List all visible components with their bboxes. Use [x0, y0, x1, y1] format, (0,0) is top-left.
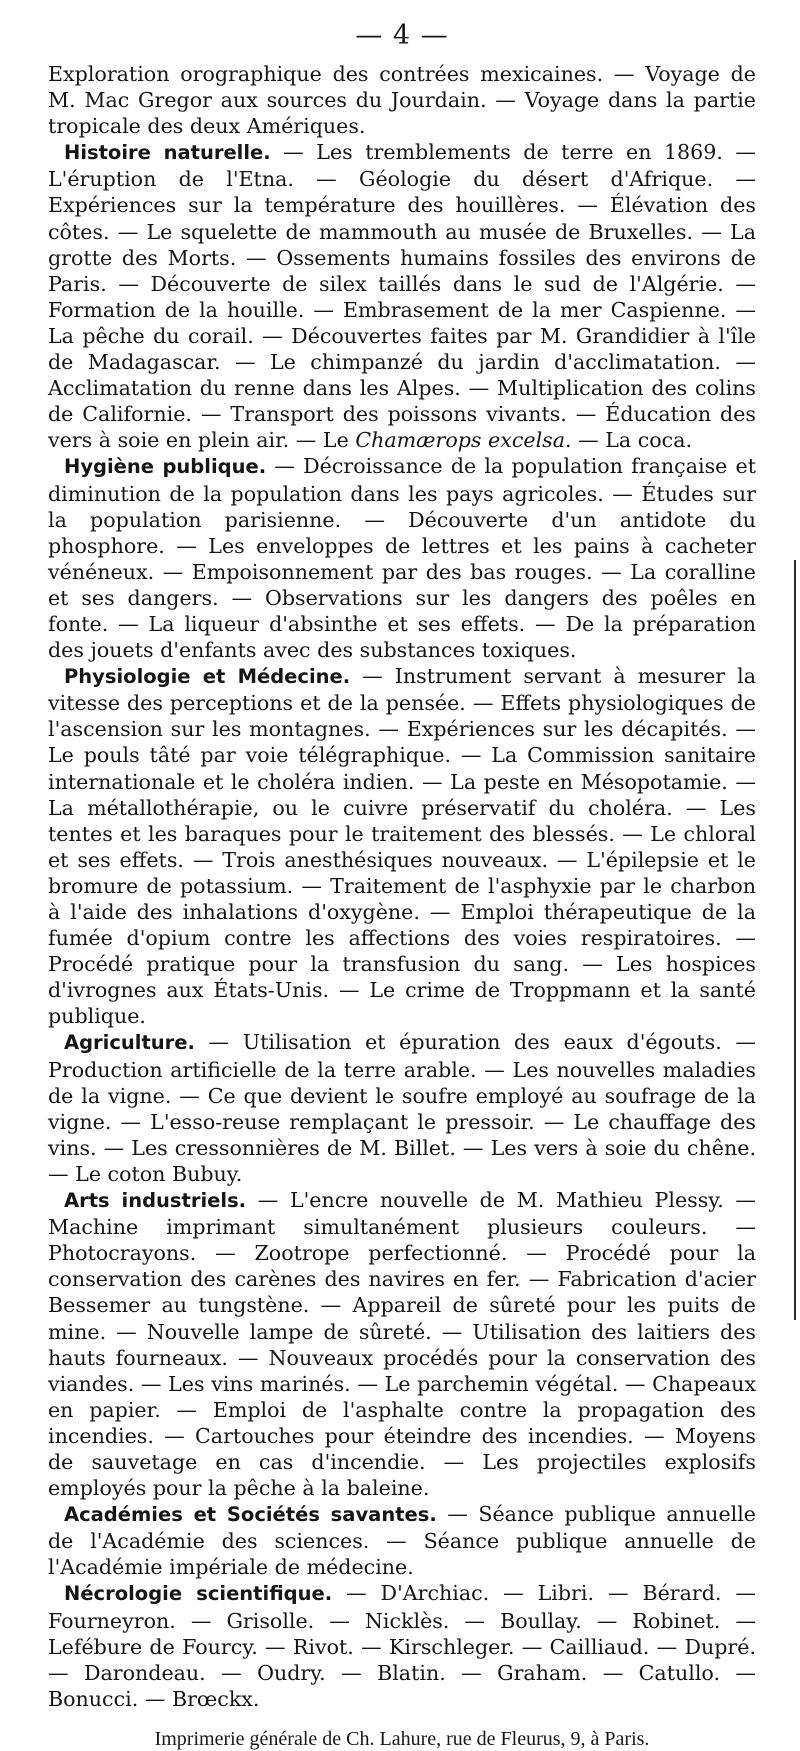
section-text: — D'Archiac. — Libri. — Bérard. — Fourneyron. — Grisolle. — Nicklès. — Boullay. — Robinet. — Lefébure de Fourcy. — Rivot. — Kirschleger. — Cailliaud. — Dupré. — Darondeau. — Oudry. — Blatin. — Graham. — Catullo. — Bonucci. — Brœckx. — [48, 1581, 756, 1711]
section-hygiene-publique — [48, 453, 756, 663]
printer-imprint: Imprimerie générale de Ch. Lahure, rue de Fleurus, 9, à Paris. — [154, 1727, 650, 1750]
section-physiologie-medecine — [48, 663, 756, 1029]
section-text: — Décroissance de la population française et diminution de la population dans les pays agricoles. — Études sur la population parisienne. — Découverte d'un antidote du phosphore. — Les enveloppes de lettres et les pains à cacheter vénéneux. — Empoisonnement par des bas rouges. — La coralline et ses dangers. — Observations sur les dangers des poêles en fonte. — La liqueur d'absinthe et ses effets. — De la préparation des jouets d'enfants avec des substances toxiques. — [48, 454, 757, 663]
section-title: Nécrologie scientifique. — [64, 1582, 333, 1606]
section-arts-industriels — [48, 1187, 756, 1501]
page-number: — 4 — — [355, 20, 449, 51]
section-text: — Instrument servant à mesurer la vitesse des perceptions et de la pensée. — Effets physiologiques de l'ascension sur les montagnes. — Expériences sur les décapités. — Le pouls tâté par voie télégraphique. — La Commission sanitaire internationale et le choléra indien. — La peste en Mésopotamie. — La métallothérapie, ou le cuivre préservatif du choléra. — Les tentes et les baraques pour le traitement des blessés. — Le chloral et ses effets. — Trois anesthésiques nouveaux. — L'épilepsie et le bromure de potassium. — Traitement de l'asphyxie par le charbon à l'aide des inhalations d'oxygène. — Emploi thérapeutique de la fumée d'opium contre les affections des voies respiratoires. — Procédé pratique pour la transfusion du sang. — Les hospices d'ivrognes aux États-Unis. — Le crime de Troppmann et la santé publique. — [48, 664, 756, 1029]
section-text: — Utilisation et épuration des eaux d'égouts. — Production artificielle de la terre arable. — Les nouvelles maladies de la vigne. — Ce que devient le soufre employé au soufrage de la vigne. — L'esso-reuse remplaçant le pressoir. — Le chauffage des vins. — Les cressonnières de M. Billet. — Les vers à soie du chêne. — Le coton Bubuy. — [48, 1030, 756, 1186]
section-text: — Les tremblements de terre en 1869. — L'éruption de l'Etna. — Géologie du désert d'Afrique. — Expériences sur la température des houillères. — Élévation des côtes. — Le squelette de mammouth au musée de Bruxelles. — La grotte des Morts. — Ossements humains fossiles des environs de Paris. — Découverte de silex taillés dans le sud de l'Algérie. — Formation de la houille. — Embrasement de la mer Caspienne. — La pêche du corail. — Découvertes faites par M. Grandidier à l'île de Madagascar. — Le chimpanzé du jardin d'acclimatation. — Acclimatation du renne dans les Alpes. — Multiplication des colins de Californie. — Transport des poissons vivants. — Éducation des vers à soie en plein air. — Le Chamærops excelsa. — La coca. — [48, 140, 757, 453]
section-text: Exploration orographique des contrées mexicaines. — Voyage de M. Mac Gregor aux sources du Jourdain. — Voyage dans la partie tropicale des deux Amériques. — [48, 62, 756, 139]
section-text: — L'encre nouvelle de M. Mathieu Plessy. — Machine imprimant simultanément plusieurs couleurs. — Photocrayons. — Zootrope perfectionné. — Procédé pour la conservation des carènes des navires en fer. — Fabrication d'acier Bessemer au tungstène. — Appareil de sûreté pour les puits de mine. — Nouvelle lampe de sûreté. — Utilisation des laitiers des hauts fourneaux. — Nouveaux procédés pour la conservation des viandes. — Les vins marinés. — Le parchemin végétal. — Chapeaux en papier. — Emploi de l'asphalte contre la propagation des incendies. — Cartouches pour éteindre des incendies. — Moyens de sauvetage en cas d'incendie. — Les projectiles explosifs employés pour la pêche à la baleine. — [48, 1188, 756, 1501]
section-histoire-naturelle — [48, 139, 756, 453]
section-academies — [48, 1501, 756, 1580]
section-agriculture — [48, 1029, 756, 1187]
section-title: Physiologie et Médecine. — [64, 665, 351, 689]
page-edge-shadow — [794, 560, 796, 1320]
section-title: Histoire naturelle. — [64, 141, 271, 165]
section-title: Arts industriels. — [64, 1189, 247, 1213]
section-necrologie — [48, 1580, 756, 1711]
section-title: Académies et Sociétés savantes. — [64, 1503, 437, 1527]
section-text: — Séance publique annuelle de l'Académie des sciences. — Séance publique annuelle de l'Académie impériale de médecine. — [48, 1502, 756, 1580]
section-exploration — [48, 61, 756, 139]
section-title: Agriculture. — [64, 1031, 195, 1055]
section-title: Hygiène publique. — [64, 455, 267, 479]
